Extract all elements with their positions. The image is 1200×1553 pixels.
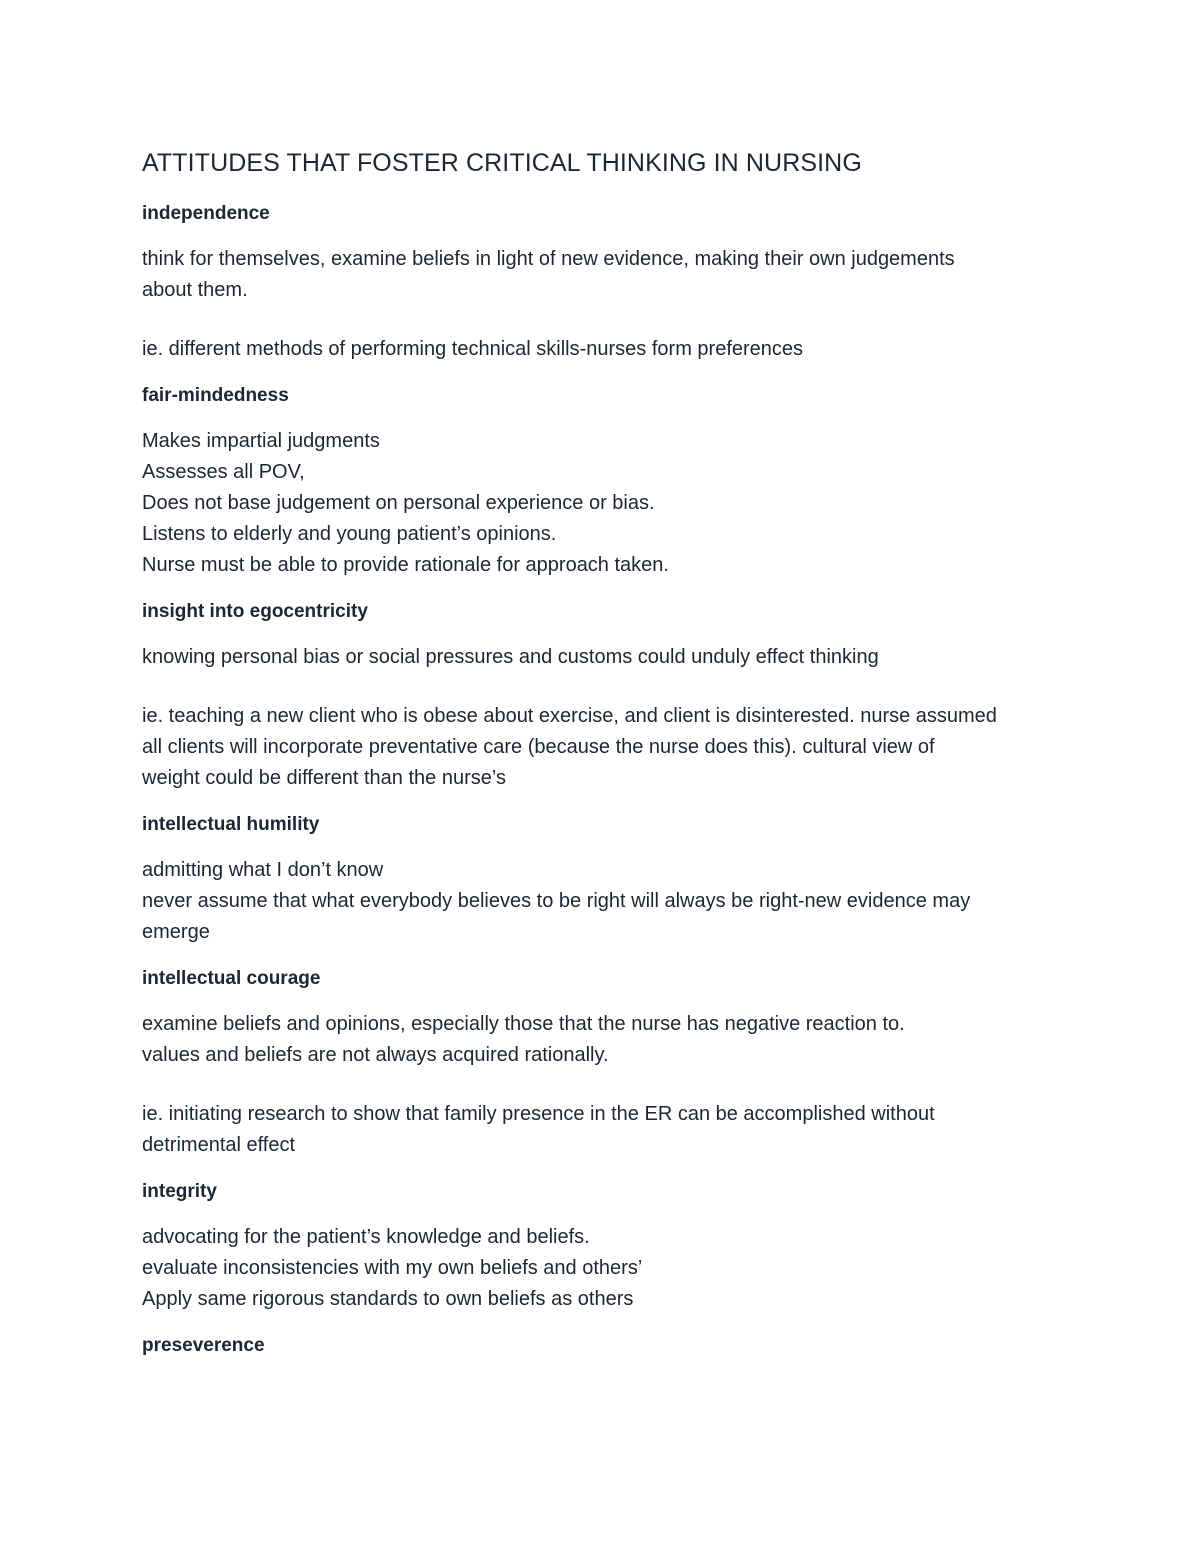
section-text-independence	[142, 244, 1072, 306]
document-title: ATTITUDES THAT FOSTER CRITICAL THINKING IN NURSING	[142, 149, 862, 177]
text-line: weight could be different than the nurse’s	[142, 767, 506, 789]
text-line: admitting what I don’t know	[142, 859, 384, 881]
text-line: Makes impartial judgments	[142, 430, 380, 452]
section-text-fair-mindedness	[142, 426, 1072, 581]
text-line: ie. teaching a new client who is obese about exercise, and client is disinterested. nurse assumed	[142, 705, 997, 727]
section-heading-integrity: integrity	[142, 1181, 217, 1202]
section-text-insight-into-egocentricity	[142, 642, 1072, 673]
section-text-integrity	[142, 1222, 1072, 1315]
section-heading-independence: independence	[142, 203, 270, 224]
section-heading-intellectual-courage: intellectual courage	[142, 968, 321, 989]
text-line: all clients will incorporate preventative care (because the nurse does this). cultural view of	[142, 736, 935, 758]
section-example-insight-into-egocentricity	[142, 701, 1072, 794]
section-heading-insight-into-egocentricity: insight into egocentricity	[142, 601, 368, 622]
section-heading-fair-mindedness: fair-mindedness	[142, 385, 289, 406]
text-line: Listens to elderly and young patient’s opinions.	[142, 523, 557, 545]
text-line: think for themselves, examine beliefs in light of new evidence, making their own judgements	[142, 248, 955, 270]
section-heading-intellectual-humility: intellectual humility	[142, 814, 320, 835]
section-example-intellectual-courage	[142, 1099, 1072, 1161]
document-content	[142, 146, 1072, 1376]
section-heading-preseverence: preseverence	[142, 1335, 265, 1356]
text-line: detrimental effect	[142, 1134, 296, 1156]
text-line: ie. initiating research to show that family presence in the ER can be accomplished without	[142, 1103, 935, 1125]
text-line: values and beliefs are not always acquired rationally.	[142, 1044, 609, 1066]
text-line: advocating for the patient’s knowledge and beliefs.	[142, 1226, 590, 1248]
text-line: Assesses all POV,	[142, 461, 305, 483]
text-line: Does not base judgement on personal experience or bias.	[142, 492, 655, 514]
text-line: knowing personal bias or social pressures and customs could unduly effect thinking	[142, 646, 879, 668]
text-line: Apply same rigorous standards to own beliefs as others	[142, 1288, 634, 1310]
text-line: examine beliefs and opinions, especially those that the nurse has negative reaction to.	[142, 1013, 905, 1035]
section-text-intellectual-humility	[142, 855, 1072, 948]
text-line: Nurse must be able to provide rationale for approach taken.	[142, 554, 669, 576]
text-line: about them.	[142, 279, 248, 301]
text-line: emerge	[142, 921, 210, 943]
text-line: evaluate inconsistencies with my own beliefs and others’	[142, 1257, 643, 1279]
section-example-independence	[142, 334, 1072, 365]
section-text-intellectual-courage	[142, 1009, 1072, 1071]
text-line: ie. different methods of performing technical skills-nurses form preferences	[142, 338, 804, 360]
text-line: never assume that what everybody believes to be right will always be right-new evidence may	[142, 890, 971, 912]
